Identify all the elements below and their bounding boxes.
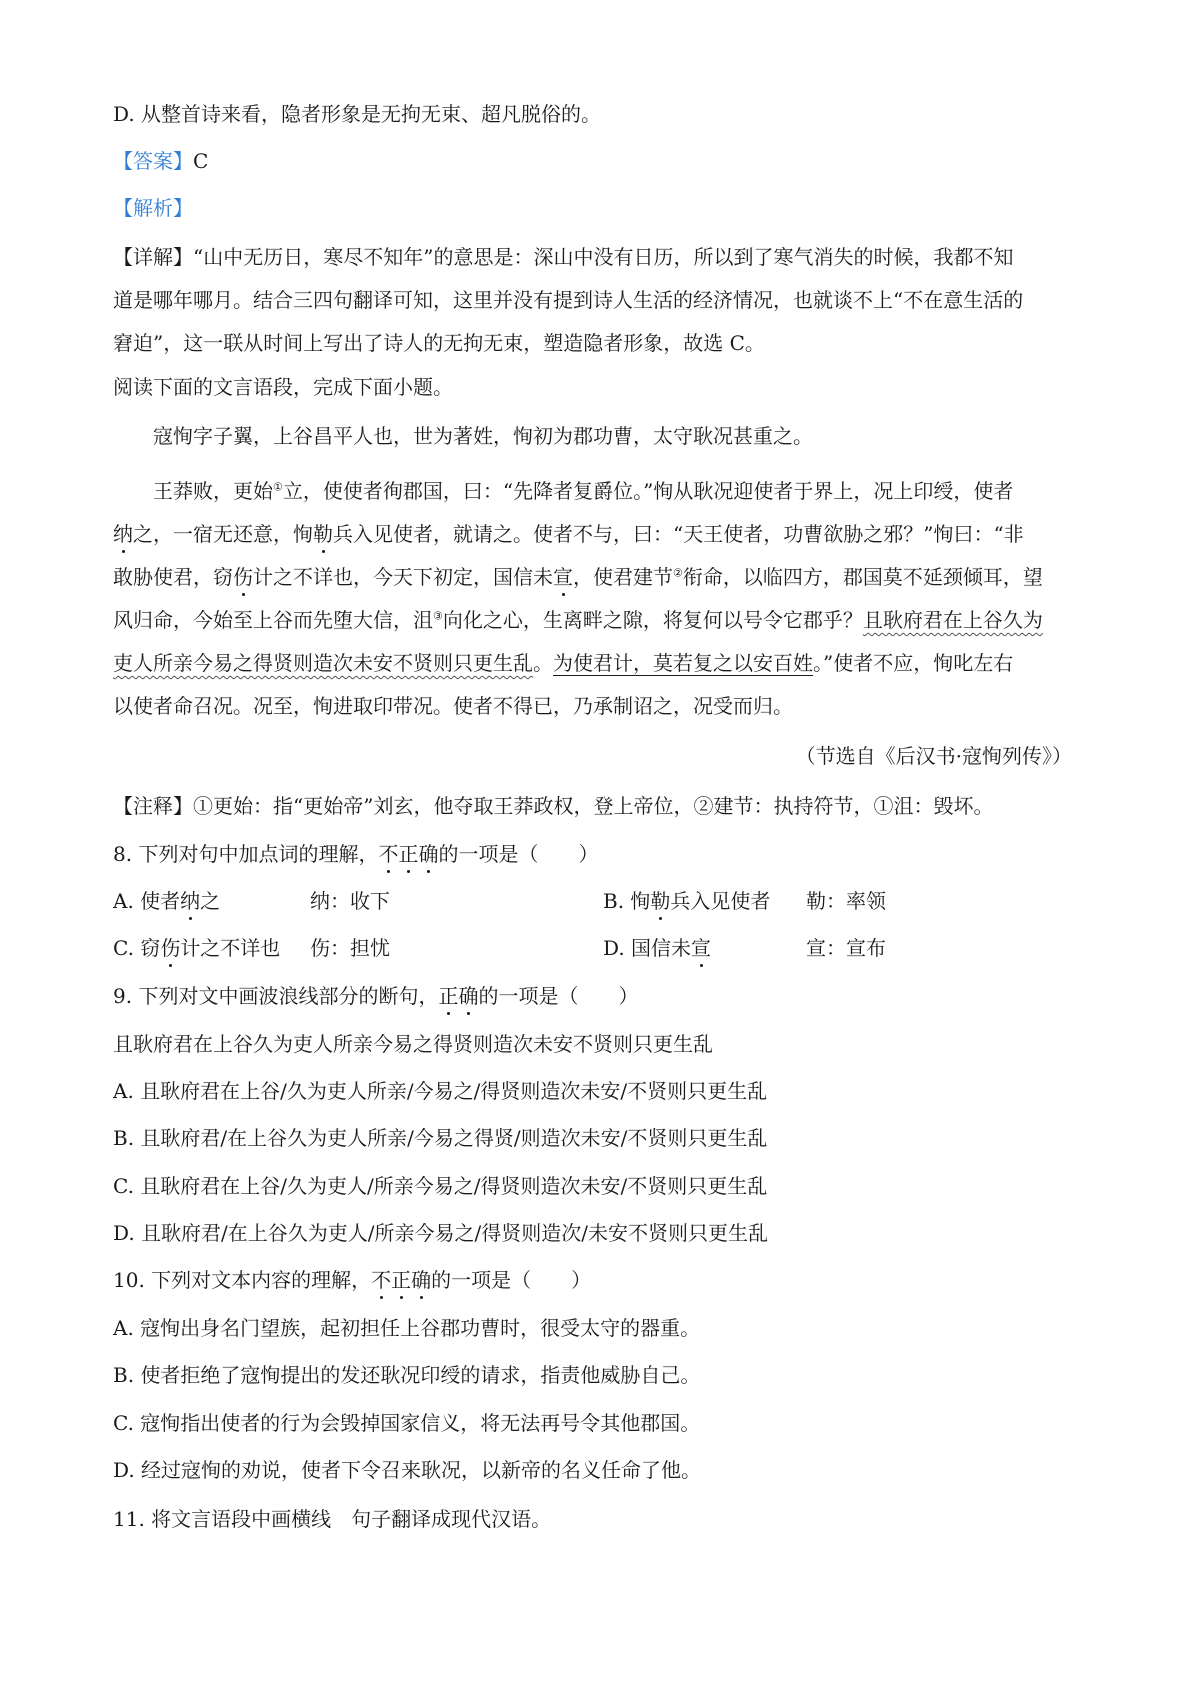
dotted-word: 伤 [233, 565, 253, 589]
passage-line-3: 敢胁使君，窃伤计之不详也，今天下初定，国信未宣，使君建节②衔命，以临四方，郡国莫不延颈倾耳，望 [113, 565, 1043, 589]
passage-line-6: 以使者命召况。况至，恂进取印带况。使者不得已，乃承制诏之，况受而归。 [113, 694, 793, 718]
q10-stem: 10. 下列对文本内容的理解，不正确的一项是（ ） [113, 1268, 592, 1292]
dotted-emphasis: 不正确 [378, 842, 439, 866]
dotted-word: 勒 [650, 889, 671, 913]
footnote-marker: ① [273, 480, 283, 494]
detail-line-2: 道是哪年哪月。结合三四句翻译可知，这里并没有提到诗人生活的经济情况，也就谈不上“不在意生活的 [113, 288, 1024, 312]
dotted-word: 纳 [180, 889, 201, 913]
q9-stem: 9. 下列对文中画波浪线部分的断句，正确的一项是（ ） [113, 984, 639, 1008]
q10-option-c[interactable]: C. 寇恂指出使者的行为会毁掉国家信义，将无法再号令其他郡国。 [113, 1411, 701, 1435]
q9-sentence: 且耿府君在上谷久为吏人所亲今易之得贤则造次未安不贤则只更生乱 [113, 1032, 713, 1056]
notes: 【注释】①更始：指“更始帝”刘玄，他夺取王莽政权，登上帝位，②建节：执持符节，①沮：毁坏。 [113, 794, 994, 818]
passage-line-4: 风归命，今始至上谷而先堕大信，沮③向化之心，生离畔之隙，将复何以号令它郡乎？且耿府君在上谷久为 [113, 608, 1043, 632]
footnote-marker: ② [673, 566, 683, 580]
q11-stem: 11. 将文言语段中画横线 句子翻译成现代汉语。 [113, 1507, 552, 1531]
q9-option-a[interactable]: A. 且耿府君在上谷/久为吏人所亲/今易之/得贤则造次未安/不贤则只更生乱 [113, 1079, 768, 1103]
passage-line-5: 吏人所亲今易之得贤则造次未安不贤则只更生乱。为使君计，莫若复之以安百姓。”使者不应，恂叱左右 [113, 651, 1014, 675]
footnote-marker: ③ [433, 609, 443, 623]
q8-option-b[interactable]: B. 恂勒兵入见使者 [603, 889, 771, 913]
dotted-emphasis: 不正确 [371, 1268, 432, 1292]
q9-option-d[interactable]: D. 且耿府君/在上谷久为吏人/所亲今易之/得贤则造次/未安不贤则只更生乱 [113, 1221, 768, 1245]
detail-line-3: 窘迫”，这一联从时间上写出了诗人的无拘无束，塑造隐者形象，故选 C。 [113, 331, 765, 355]
dotted-word: 宣 [553, 565, 573, 589]
passage-line-2: 纳之，一宿无还意，恂勒兵入见使者，就请之。使者不与，曰：“天王使者，功曹欲胁之邪？”恂曰：“非 [113, 522, 1024, 546]
passage-paragraph-1: 寇恂字子翼，上谷昌平人也，世为著姓，恂初为郡功曹，太守耿况甚重之。 [153, 424, 813, 448]
q9-option-b[interactable]: B. 且耿府君/在上谷久为吏人所亲/今易之得贤/则造次未安/不贤则只更生乱 [113, 1126, 768, 1150]
q8-option-c-gloss: 伤：担忧 [310, 936, 390, 960]
passage-source: （节选自《后汉书·寇恂列传》） [795, 744, 1072, 768]
q10-option-a[interactable]: A. 寇恂出身名门望族，起初担任上谷郡功曹时，很受太守的器重。 [113, 1316, 701, 1340]
q8-option-c[interactable]: C. 窃伤计之不详也 [113, 936, 281, 960]
read-instruction: 阅读下面的文言语段，完成下面小题。 [113, 375, 453, 399]
dotted-word: 勒 [313, 522, 333, 546]
q8-stem: 8. 下列对句中加点词的理解，不正确的一项是（ ） [113, 842, 599, 866]
detail-line-1: 【详解】“山中无历日，寒尽不知年”的意思是：深山中没有日历，所以到了寒气消失的时候，我都不知 [113, 245, 1014, 269]
q8-option-a-gloss: 纳：收下 [310, 889, 390, 913]
dotted-word: 纳 [113, 522, 133, 546]
q9-option-c[interactable]: C. 且耿府君在上谷/久为吏人/所亲今易之/得贤则造次未安/不贤则只更生乱 [113, 1174, 768, 1198]
q10-option-b[interactable]: B. 使者拒绝了寇恂提出的发还耿况印绶的请求，指责他威胁自己。 [113, 1363, 701, 1387]
wavy-underlined-text: 且耿府君在上谷久为 [862, 608, 1043, 632]
q8-option-d[interactable]: D. 国信未宣 [603, 936, 712, 960]
answer-value: C [193, 149, 209, 173]
q10-option-d[interactable]: D. 经过寇恂的劝说，使者下令召来耿况，以新帝的名义任命了他。 [113, 1458, 702, 1482]
dotted-word: 伤 [160, 936, 181, 960]
q8-option-d-gloss: 宣：宣布 [806, 936, 886, 960]
wavy-underlined-text: 吏人所亲今易之得贤则造次未安不贤则只更生乱 [113, 651, 533, 675]
prev-option-d: D. 从整首诗来看，隐者形象是无拘无束、超凡脱俗的。 [113, 102, 602, 126]
dotted-emphasis: 正确 [438, 984, 479, 1008]
q8-option-a[interactable]: A. 使者纳之 [113, 889, 221, 913]
passage-line-1: 王莽败，更始①立，使使者徇郡国，曰：“先降者复爵位。”恂从耿况迎使者于界上，况上印绶，使者 [153, 479, 1014, 503]
answer-line [113, 147, 208, 175]
dotted-word: 宣 [691, 936, 712, 960]
underlined-sentence: 为使君计，莫若复之以安百姓 [553, 651, 813, 675]
analysis-label: 【解析】 [113, 196, 193, 220]
q8-option-b-gloss: 勒：率领 [806, 889, 886, 913]
answer-label: 【答案】 [113, 149, 193, 173]
